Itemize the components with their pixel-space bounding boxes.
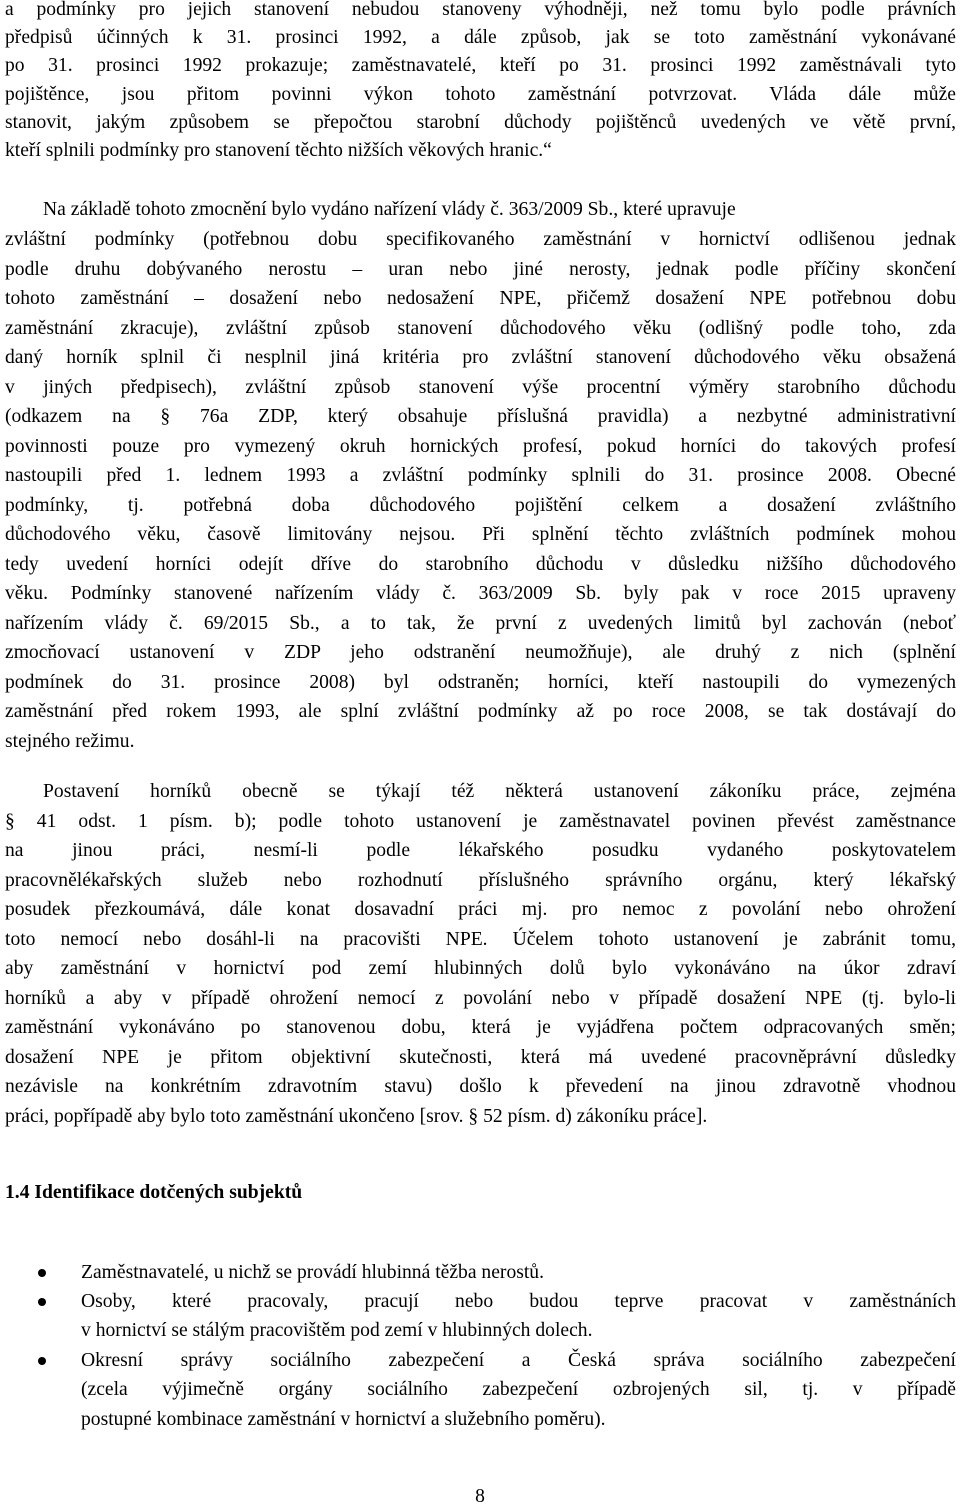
text-line: dosažení NPE je přitom objektivní skutečnosti, která má uvedené pracovněprávní důsledky — [5, 1047, 956, 1068]
section-heading: 1.4 Identifikace dotčených subjektů — [5, 1182, 303, 1203]
text-line: předpisů účinných k 31. prosinci 1992, a dále způsob, jak se toto zaměstnání vykonávané — [5, 27, 956, 48]
text-line: zaměstnání zkracuje), zvláštní způsob stanovení důchodového věku (odlišný podle toho, zda — [5, 318, 956, 339]
text-line: důchodového věku, časově limitovány nejsou. Při splnění těchto zvláštních podmínek mohou — [5, 524, 956, 545]
text-line: pracovnělékařských služeb nebo rozhodnutí příslušného správního orgánu, který lékařský — [5, 870, 956, 891]
text-line: daný horník splnil či nesplnil jiná kritéria pro zvláštní stanovení důchodového věku obsažená — [5, 347, 956, 368]
text-line: tohoto zaměstnání – dosažení nebo nedosažení NPE, přičemž dosažení NPE potřebnou dobu — [5, 288, 956, 309]
text-line: a podmínky pro jejich stanovení nebudou stanoveny výhodněji, než tomu bylo podle právních — [5, 0, 956, 20]
list-item-line: (zcela výjimečně orgány sociálního zabezpečení ozbrojených sil, tj. v případě — [81, 1379, 956, 1400]
text-line: stejného režimu. — [5, 731, 135, 752]
text-line: podle druhu dobývaného nerostu – uran nebo jiné nerosty, jednak podle příčiny skončení — [5, 259, 956, 280]
text-line: na jinou práci, nesmí-li podle lékařského posudku vydaného poskytovatelem — [5, 840, 956, 861]
text-line: zmocňovací ustanovení v ZDP jeho odstranění neumožňuje), ale druhý z nich (splnění — [5, 642, 956, 663]
text-line: tedy uvedení horníci odejít dříve do starobního důchodu v důsledku nižšího důchodového — [5, 554, 956, 575]
text-line: nastoupili před 1. lednem 1993 a zvláštní podmínky splnili do 31. prosince 2008. Obecné — [5, 465, 956, 486]
text-line: (odkazem na § 76a ZDP, který obsahuje příslušná pravidla) a nezbytné administrativní — [5, 406, 956, 427]
text-line: § 41 odst. 1 písm. b); podle tohoto ustanovení je zaměstnavatel povinen převést zaměstnance — [5, 811, 956, 832]
text-line: aby zaměstnání v hornictví pod zemí hlubinných dolů bylo vykonáváno na úkor zdraví — [5, 958, 956, 979]
text-line: kteří splnili podmínky pro stanovení těchto nižších věkových hranic.“ — [5, 140, 552, 161]
text-line: zvláštní podmínky (potřebnou dobu specifikovaného zaměstnání v hornictví odlišenou jednak — [5, 229, 956, 250]
text-line: podmínek do 31. prosince 2008) byl odstraněn; horníci, kteří nastoupili do vymezených — [5, 672, 956, 693]
text-line: práci, popřípadě aby bylo toto zaměstnání ukončeno [srov. § 52 písm. d) zákoníku práce]. — [5, 1106, 708, 1127]
text-line: v jiných předpisech), zvláštní způsob stanovení výše procentní výměry starobního důchodu — [5, 377, 956, 398]
bullet-icon — [38, 1269, 46, 1277]
text-line: věku. Podmínky stanovené nařízením vlády č. 363/2009 Sb. byly pak v roce 2015 upraveny — [5, 583, 956, 604]
text-line: zaměstnání před rokem 1993, ale splní zvláštní podmínky až po roce 2008, se tak dostávají do — [5, 701, 956, 722]
text-line: stanovit, jakým způsobem se přepočtou starobní důchody pojištěnců uvedených ve větě první, — [5, 112, 956, 133]
text-line: toto nemocí nebo dosáhl-li na pracovišti NPE. Účelem tohoto ustanovení je zabránit tomu, — [5, 929, 956, 950]
text-line: zaměstnání vykonáváno po stanovenou dobu, která je vyjádřena počtem odpracovaných směn; — [5, 1017, 956, 1038]
list-item-line: v hornictví se stálým pracovištěm pod zemí v hlubinných dolech. — [81, 1320, 593, 1341]
text-line: horníků a aby v případě ohrožení nemocí z povolání nebo v případě dosažení NPE (tj. bylo-li — [5, 988, 956, 1009]
bullet-icon — [38, 1298, 46, 1306]
text-line: podmínky, tj. potřebná doba důchodového pojištění celkem a dosažení zvláštního — [5, 495, 956, 516]
list-item-line: postupné kombinace zaměstnání v hornictví a služebního poměru). — [81, 1409, 606, 1430]
text-line: pojištěnce, jsou přitom povinni výkon tohoto zaměstnání potvrzovat. Vláda dále může — [5, 84, 956, 105]
list-item-line: Osoby, které pracovaly, pracují nebo budou teprve pracovat v zaměstnáních — [81, 1291, 956, 1312]
text-line: nařízením vlády č. 69/2015 Sb., a to tak, že první z uvedených limitů byl zachován (neboť — [5, 613, 956, 634]
text-line: posudek přezkoumává, dále konat dosavadní práci mj. pro nemoc z povolání nebo ohrožení — [5, 899, 956, 920]
bullet-icon — [38, 1357, 46, 1365]
text-line: Postavení horníků obecně se týkají též některá ustanovení zákoníku práce, zejména — [43, 781, 956, 802]
list-item-line: Okresní správy sociálního zabezpečení a Česká správa sociálního zabezpečení — [81, 1350, 956, 1371]
text-line: po 31. prosinci 1992 prokazuje; zaměstnavatelé, kteří po 31. prosinci 1992 zaměstnávali tyto — [5, 55, 956, 76]
text-line: nezávisle na konkrétním zdravotním stavu) došlo k převedení na jinou zdravotně vhodnou — [5, 1076, 956, 1097]
list-item-line: Zaměstnavatelé, u nichž se provádí hlubinná těžba nerostů. — [81, 1262, 545, 1283]
text-line: povinnosti pouze pro vymezený okruh hornických profesí, pokud horníci do takových profesí — [5, 436, 956, 457]
text-line: Na základě tohoto zmocnění bylo vydáno nařízení vlády č. 363/2009 Sb., které upravuje — [43, 199, 736, 220]
page-number: 8 — [475, 1486, 485, 1507]
